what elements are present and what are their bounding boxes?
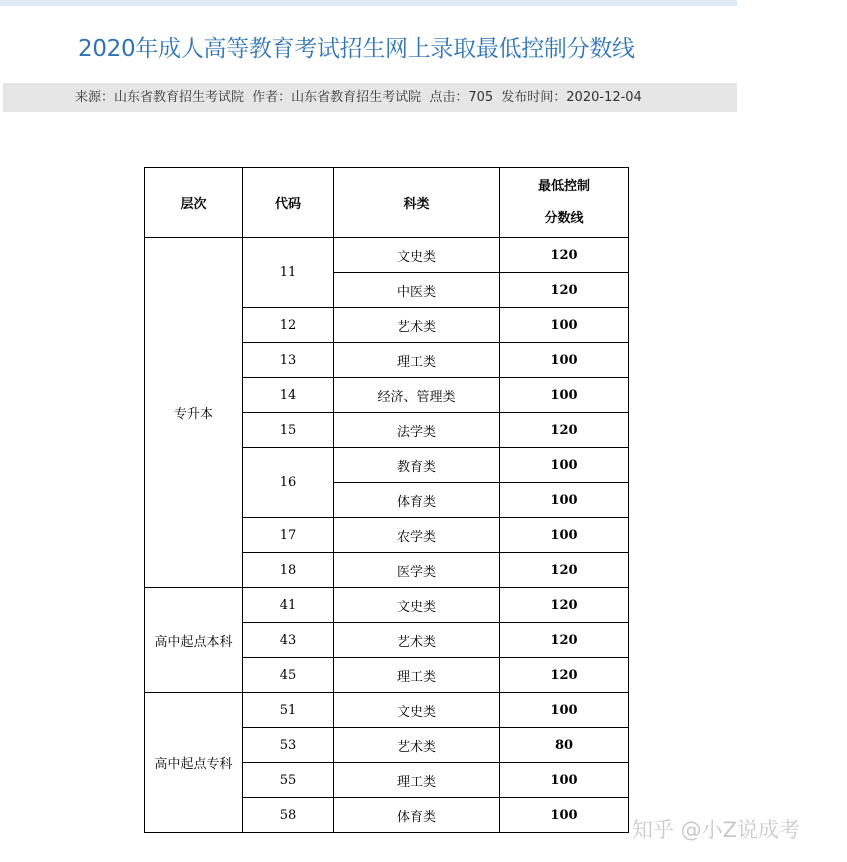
code-cell: 45 <box>243 658 334 693</box>
code-cell: 12 <box>243 308 334 343</box>
level-cell: 专升本 <box>145 238 243 588</box>
score-cell: 100 <box>500 798 629 833</box>
code-cell: 58 <box>243 798 334 833</box>
table-row <box>145 588 629 623</box>
category-cell: 经济、管理类 <box>334 378 500 413</box>
code-cell: 51 <box>243 693 334 728</box>
score-cell: 120 <box>500 623 629 658</box>
score-cell: 100 <box>500 343 629 378</box>
category-cell: 理工类 <box>334 763 500 798</box>
code-cell: 15 <box>243 413 334 448</box>
level-cell: 高中起点专科 <box>145 693 243 833</box>
code-cell: 13 <box>243 343 334 378</box>
meta-clicks: 点击：705 <box>429 90 494 105</box>
score-cell: 120 <box>500 273 629 308</box>
category-cell: 理工类 <box>334 658 500 693</box>
category-cell: 艺术类 <box>334 308 500 343</box>
score-cell: 120 <box>500 413 629 448</box>
category-cell: 农学类 <box>334 518 500 553</box>
header-min-score <box>500 168 629 238</box>
meta-published: 发布时间：2020-12-04 <box>501 90 642 105</box>
header-min-score-line1: 最低控制 <box>537 178 590 194</box>
score-cell: 120 <box>500 553 629 588</box>
top-bar <box>0 0 737 6</box>
article-meta <box>3 83 737 112</box>
code-cell: 16 <box>243 448 334 518</box>
category-cell: 艺术类 <box>334 623 500 658</box>
level-cell: 高中起点本科 <box>145 588 243 693</box>
code-cell: 17 <box>243 518 334 553</box>
score-table <box>144 167 629 833</box>
watermark: 知乎 @小Z说成考 <box>632 818 801 842</box>
meta-source: 来源：山东省教育招生考试院 <box>75 90 245 105</box>
header-min-score-line2: 分数线 <box>544 210 584 226</box>
score-cell: 100 <box>500 483 629 518</box>
category-cell: 文史类 <box>334 693 500 728</box>
code-cell: 41 <box>243 588 334 623</box>
score-cell: 100 <box>500 518 629 553</box>
category-cell: 教育类 <box>334 448 500 483</box>
code-cell: 11 <box>243 238 334 308</box>
table-row <box>145 238 629 273</box>
score-cell: 80 <box>500 728 629 763</box>
score-cell: 120 <box>500 588 629 623</box>
score-cell: 100 <box>500 308 629 343</box>
header-level: 层次 <box>145 168 243 238</box>
score-cell: 100 <box>500 693 629 728</box>
code-cell: 53 <box>243 728 334 763</box>
meta-author: 作者：山东省教育招生考试院 <box>252 90 422 105</box>
table-header-row <box>145 168 629 238</box>
category-cell: 体育类 <box>334 483 500 518</box>
page-title: 2020年成人高等教育考试招生网上录取最低控制分数线 <box>78 36 635 62</box>
code-cell: 43 <box>243 623 334 658</box>
score-cell: 100 <box>500 448 629 483</box>
category-cell: 艺术类 <box>334 728 500 763</box>
score-cell: 100 <box>500 378 629 413</box>
score-cell: 100 <box>500 763 629 798</box>
code-cell: 18 <box>243 553 334 588</box>
category-cell: 中医类 <box>334 273 500 308</box>
code-cell: 55 <box>243 763 334 798</box>
score-cell: 120 <box>500 238 629 273</box>
category-cell: 法学类 <box>334 413 500 448</box>
header-code: 代码 <box>243 168 334 238</box>
category-cell: 文史类 <box>334 238 500 273</box>
category-cell: 医学类 <box>334 553 500 588</box>
category-cell: 体育类 <box>334 798 500 833</box>
category-cell: 理工类 <box>334 343 500 378</box>
score-cell: 120 <box>500 658 629 693</box>
header-category: 科类 <box>334 168 500 238</box>
category-cell: 文史类 <box>334 588 500 623</box>
table-row <box>145 693 629 728</box>
code-cell: 14 <box>243 378 334 413</box>
